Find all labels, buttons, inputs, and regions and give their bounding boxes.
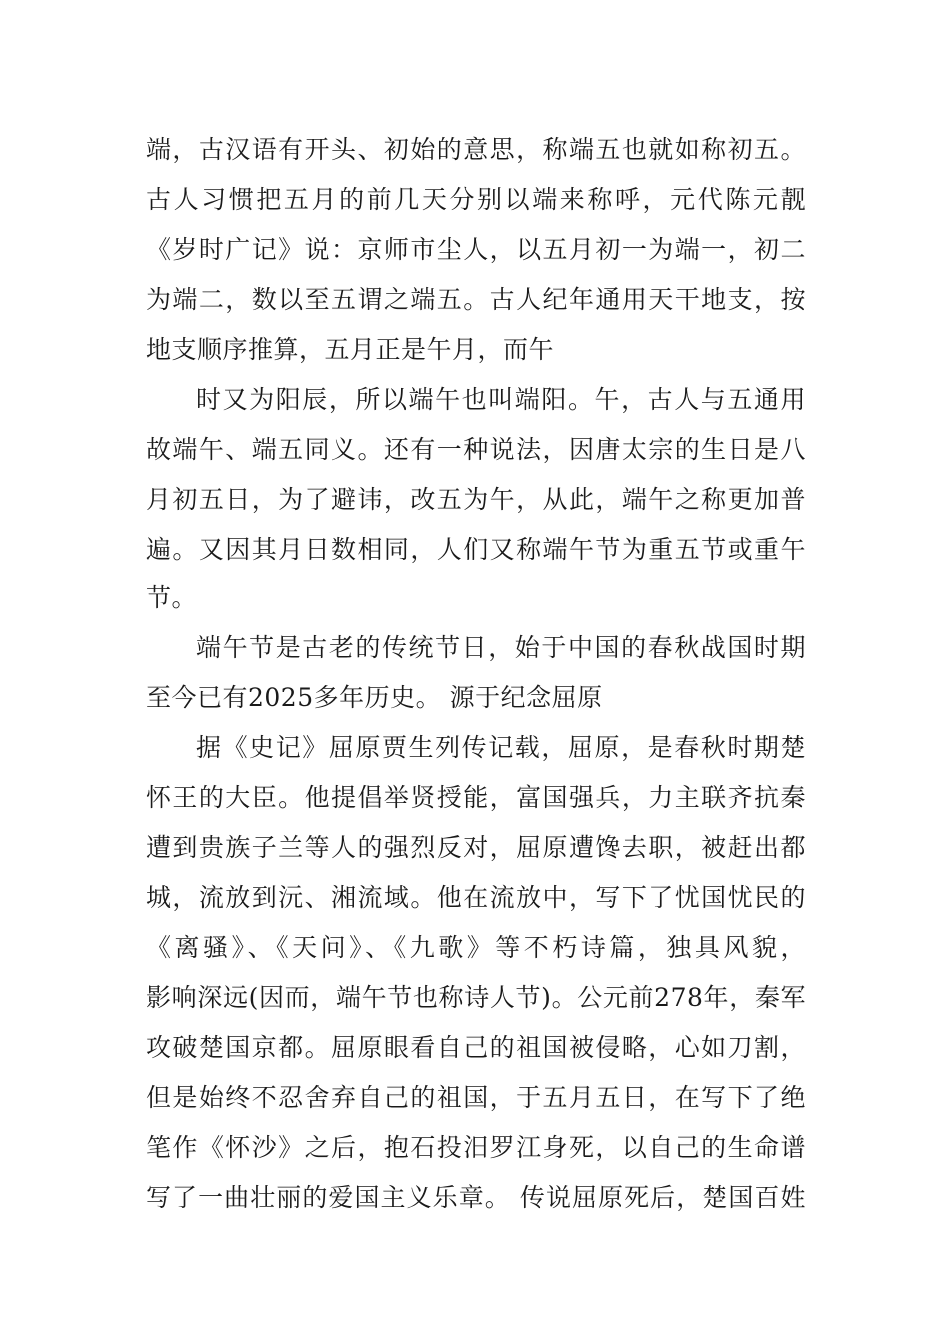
text-line: 节。 [146,583,198,612]
text-line: 影响深远(因而，端午节也称诗人节)。公元前278年，秦军 [146,983,806,1012]
text-line: 端午节是古老的传统节日，始于中国的春秋战国时期 [196,633,806,662]
text-line: 端，古汉语有开头、初始的意思，称端五也就如称初五。 [146,135,806,164]
text-line: 故端午、端五同义。还有一种说法，因唐太宗的生日是八 [146,435,806,464]
text-line: 地支顺序推算，五月正是午月，而午 [146,335,555,364]
text-line: 遭到贵族子兰等人的强烈反对，屈原遭馋去职，被赶出都 [146,833,806,862]
text-line: 攻破楚国京都。屈原眼看自己的祖国被侵略，心如刀割， [146,1033,806,1062]
text-line: 至今已有2025多年历史。 源于纪念屈原 [146,683,603,712]
text-line: 古人习惯把五月的前几天分别以端来称呼，元代陈元靓 [146,185,806,214]
text-line: 写了一曲壮丽的爱国主义乐章。 传说屈原死后，楚国百姓 [146,1183,806,1212]
text-line: 月初五日，为了避讳，改五为午，从此，端午之称更加普 [146,485,806,514]
text-line: 城，流放到沅、湘流域。他在流放中，写下了忧国忧民的 [146,883,806,912]
text-line: 《离骚》、《天问》、《九歌》等不朽诗篇，独具风貌， [146,933,806,962]
text-line: 《岁时广记》说：京师市尘人，以五月初一为端一，初二 [146,235,806,264]
text-line: 怀王的大臣。他提倡举贤授能，富国强兵，力主联齐抗秦 [146,783,806,812]
text-line: 时又为阳辰，所以端午也叫端阳。午，古人与五通用 [196,385,806,414]
text-line: 为端二，数以至五谓之端五。古人纪年通用天干地支，按 [146,285,806,314]
text-line: 据《史记》屈原贾生列传记载，屈原，是春秋时期楚 [196,733,806,762]
text-line: 遍。又因其月日数相同，人们又称端午节为重五节或重午 [146,535,806,564]
text-line: 但是始终不忍舍弃自己的祖国，于五月五日，在写下了绝 [146,1083,806,1112]
text-line: 笔作《怀沙》之后，抱石投汨罗江身死，以自己的生命谱 [146,1133,806,1162]
